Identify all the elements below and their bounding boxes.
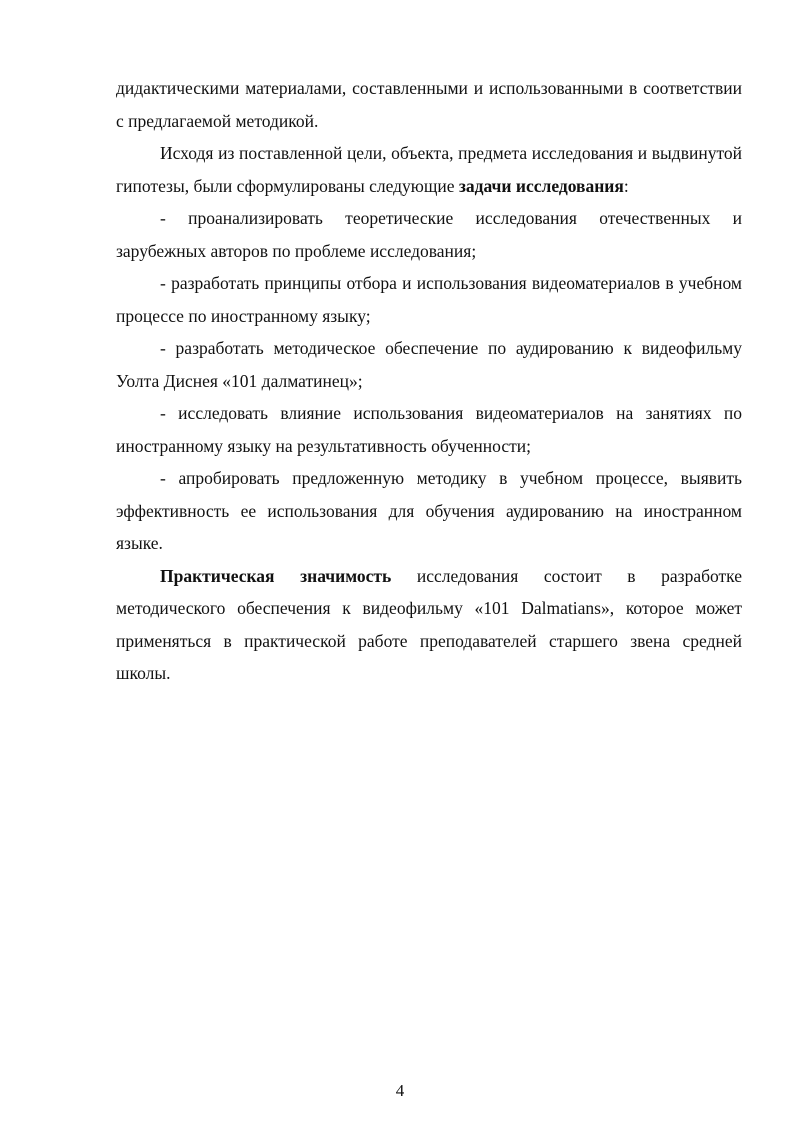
bold-term-practical-significance: Практическая значимость [160, 565, 392, 586]
paragraph-text: исследования состоит в разработке методического обеспечения к видеофильму «101 Dalmatians», которое может применяться в практической работе преподавателей старшего звена средней школы. [116, 565, 742, 683]
document-body [116, 72, 742, 690]
paragraph-text: Исходя из поставленной цели, объекта, предмета исследования и выдвинутой гипотезы, были сформулированы следующие [116, 143, 742, 196]
paragraph-continuation: дидактическими материалами, составленными и использованными в соответствии с предлагаемой методикой. [116, 78, 742, 131]
list-item-task-1: - проанализировать теоретические исследования отечественных и зарубежных авторов по проблеме исследования; [116, 208, 742, 261]
paragraph-research-tasks-intro [116, 137, 742, 202]
list-item-task-4: - исследовать влияние использования видеоматериалов на занятиях по иностранному языку на результативность обученности; [116, 403, 742, 456]
paragraph-text: : [623, 175, 629, 196]
list-item-task-5: - апробировать предложенную методику в учебном процессе, выявить эффективность ее использования для обучения аудированию на иностранном языке. [116, 468, 742, 553]
list-item-task-3: - разработать методическое обеспечение по аудированию к видеофильму Уолта Диснея «101 далматинец»; [116, 338, 742, 391]
paragraph-practical-significance [116, 560, 742, 690]
list-item-task-2: - разработать принципы отбора и использования видеоматериалов в учебном процессе по иностранному языку; [116, 273, 742, 326]
bold-term-research-tasks: задачи исследования [458, 175, 624, 196]
page-number: 4 [395, 1081, 405, 1100]
